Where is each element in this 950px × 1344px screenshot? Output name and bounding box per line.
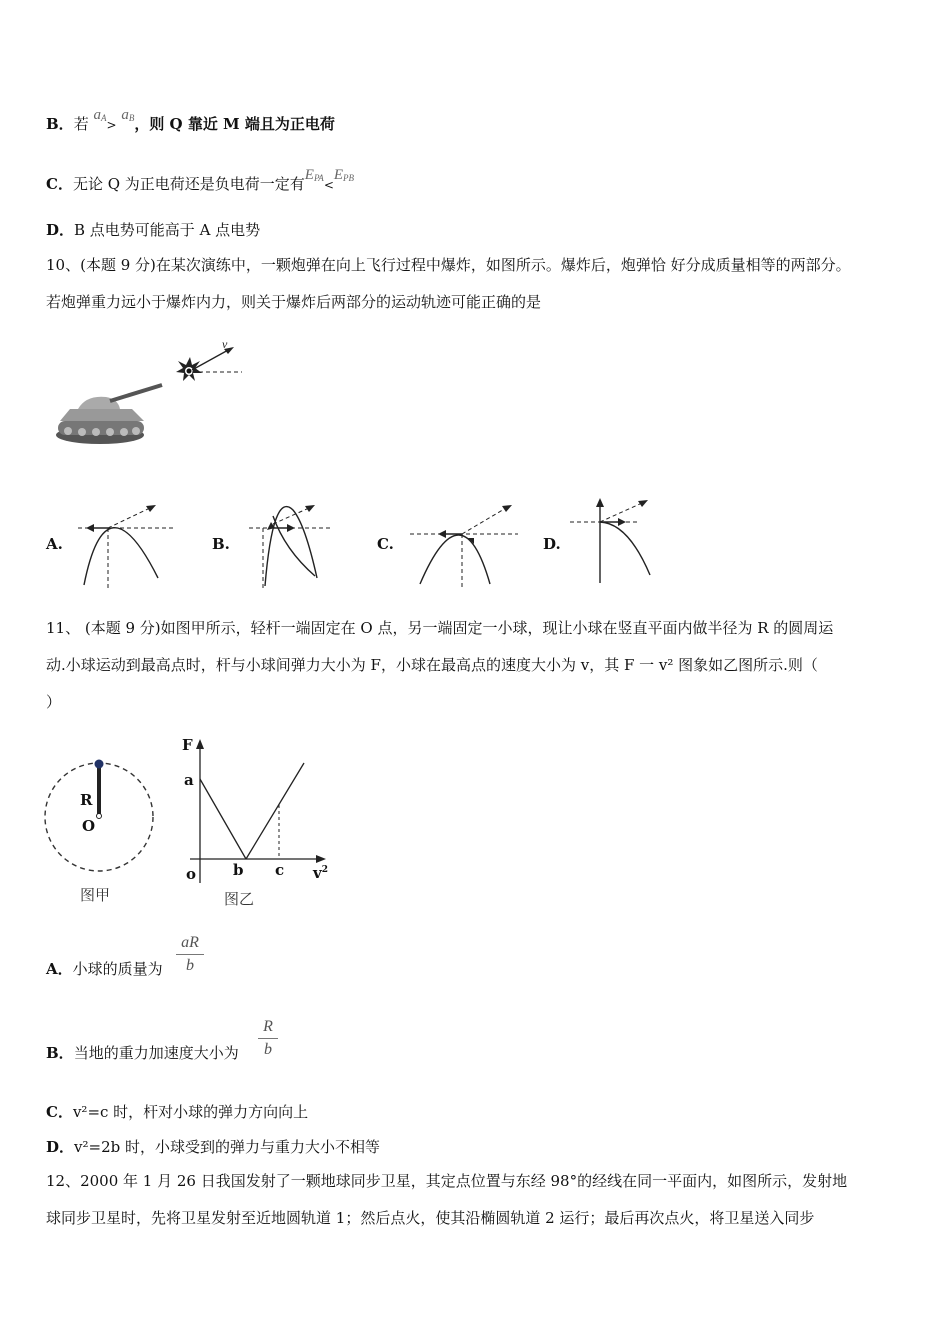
fig-yi-b-label: b [233,861,244,879]
q12-stem-line2: 球同步卫星时，先将卫星发射至近地圆轨道 1；然后点火，使其沿椭圆轨道 2 运行；最后再次点火，将卫星送入同步 [46,1209,815,1227]
q10-stem-line2: 若炮弹重力远小于爆炸内力，则关于爆炸后两部分的运动轨迹可能正确的是 [46,293,542,311]
q10-choice-a-graph[interactable] [76,500,176,592]
q11-stem-line3: ） [46,693,62,711]
q10-choice-d-label[interactable]: D. [543,535,561,553]
q11-option-b[interactable]: B．当地的重力加速度大小为 [46,1044,239,1062]
q11-option-d[interactable]: D．v²=2b 时，小球受到的弹力与重力大小不相等 [46,1138,380,1156]
q11-stem-line2: 动.小球运动到最高点时，杆与小球间弹力大小为 F，小球在最高点的速度大小为 v，其 F 一 v² 图象如乙图所示.则（ [46,656,818,674]
figure-yi-graph [180,735,330,885]
q9-option-d: D．B 点电势可能高于 A 点电势 [46,221,261,239]
fig-yi-origin-label: o [186,865,197,883]
q10-choice-a-label[interactable]: A. [46,535,63,553]
q10-stem-line1: 10、(本题 9 分)在某次演练中，一颗炮弹在向上飞行过程中爆炸，如图所示。爆炸后，炮弹恰 好分成质量相等的两部分。 [46,256,851,274]
fig-yi-a-label: a [184,771,194,789]
q10-choice-c-label[interactable]: C. [377,535,394,553]
q10-choice-d-graph[interactable] [568,495,658,587]
tank-figure [50,335,250,450]
fig-jia-r-label: R [80,791,93,809]
q10-choice-b-graph[interactable] [245,500,345,592]
fig-jia-o-label: O [82,817,96,835]
explosion-icon [176,357,202,381]
q11-option-c[interactable]: C．v²=c 时，杆对小球的弹力方向向上 [46,1103,309,1121]
velocity-label: v [222,337,228,351]
fig-yi-v2-label: $v^2$ [313,864,328,882]
fig-jia-caption: 图甲 [80,886,111,904]
figure-jia [44,755,159,885]
fig-yi-caption: 图乙 [224,890,255,908]
fig-yi-c-label: c [275,861,285,879]
q9-option-b: B．若 $a_A> a_B$，则 Q 靠近 M 端且为正电荷 [46,107,335,133]
tank-icon [56,385,162,444]
q10-choice-c-graph[interactable] [410,500,520,592]
q12-stem-line1: 12、2000 年 1 月 26 日我国发射了一颗地球同步卫星，其定点位置与东经 98°的经线在同一平面内，如图所示，发射地 [46,1172,848,1190]
q11-option-a[interactable]: A．小球的质量为 [46,960,163,978]
q11-stem-line1: 11、 (本题 9 分)如图甲所示，轻杆一端固定在 O 点，另一端固定一小球，现让小球在竖直平面内做半径为 R 的圆周运 [46,619,834,637]
q11-option-a-fraction: aR b [176,934,204,975]
q9-option-c: C．无论 Q 为正电荷还是负电荷一定有$E_{PA}<E_{PB}$ [46,167,355,193]
fig-yi-f-label: F [182,736,193,754]
q11-option-b-fraction: R b [258,1018,278,1059]
q10-choice-b-label[interactable]: B. [212,535,230,553]
